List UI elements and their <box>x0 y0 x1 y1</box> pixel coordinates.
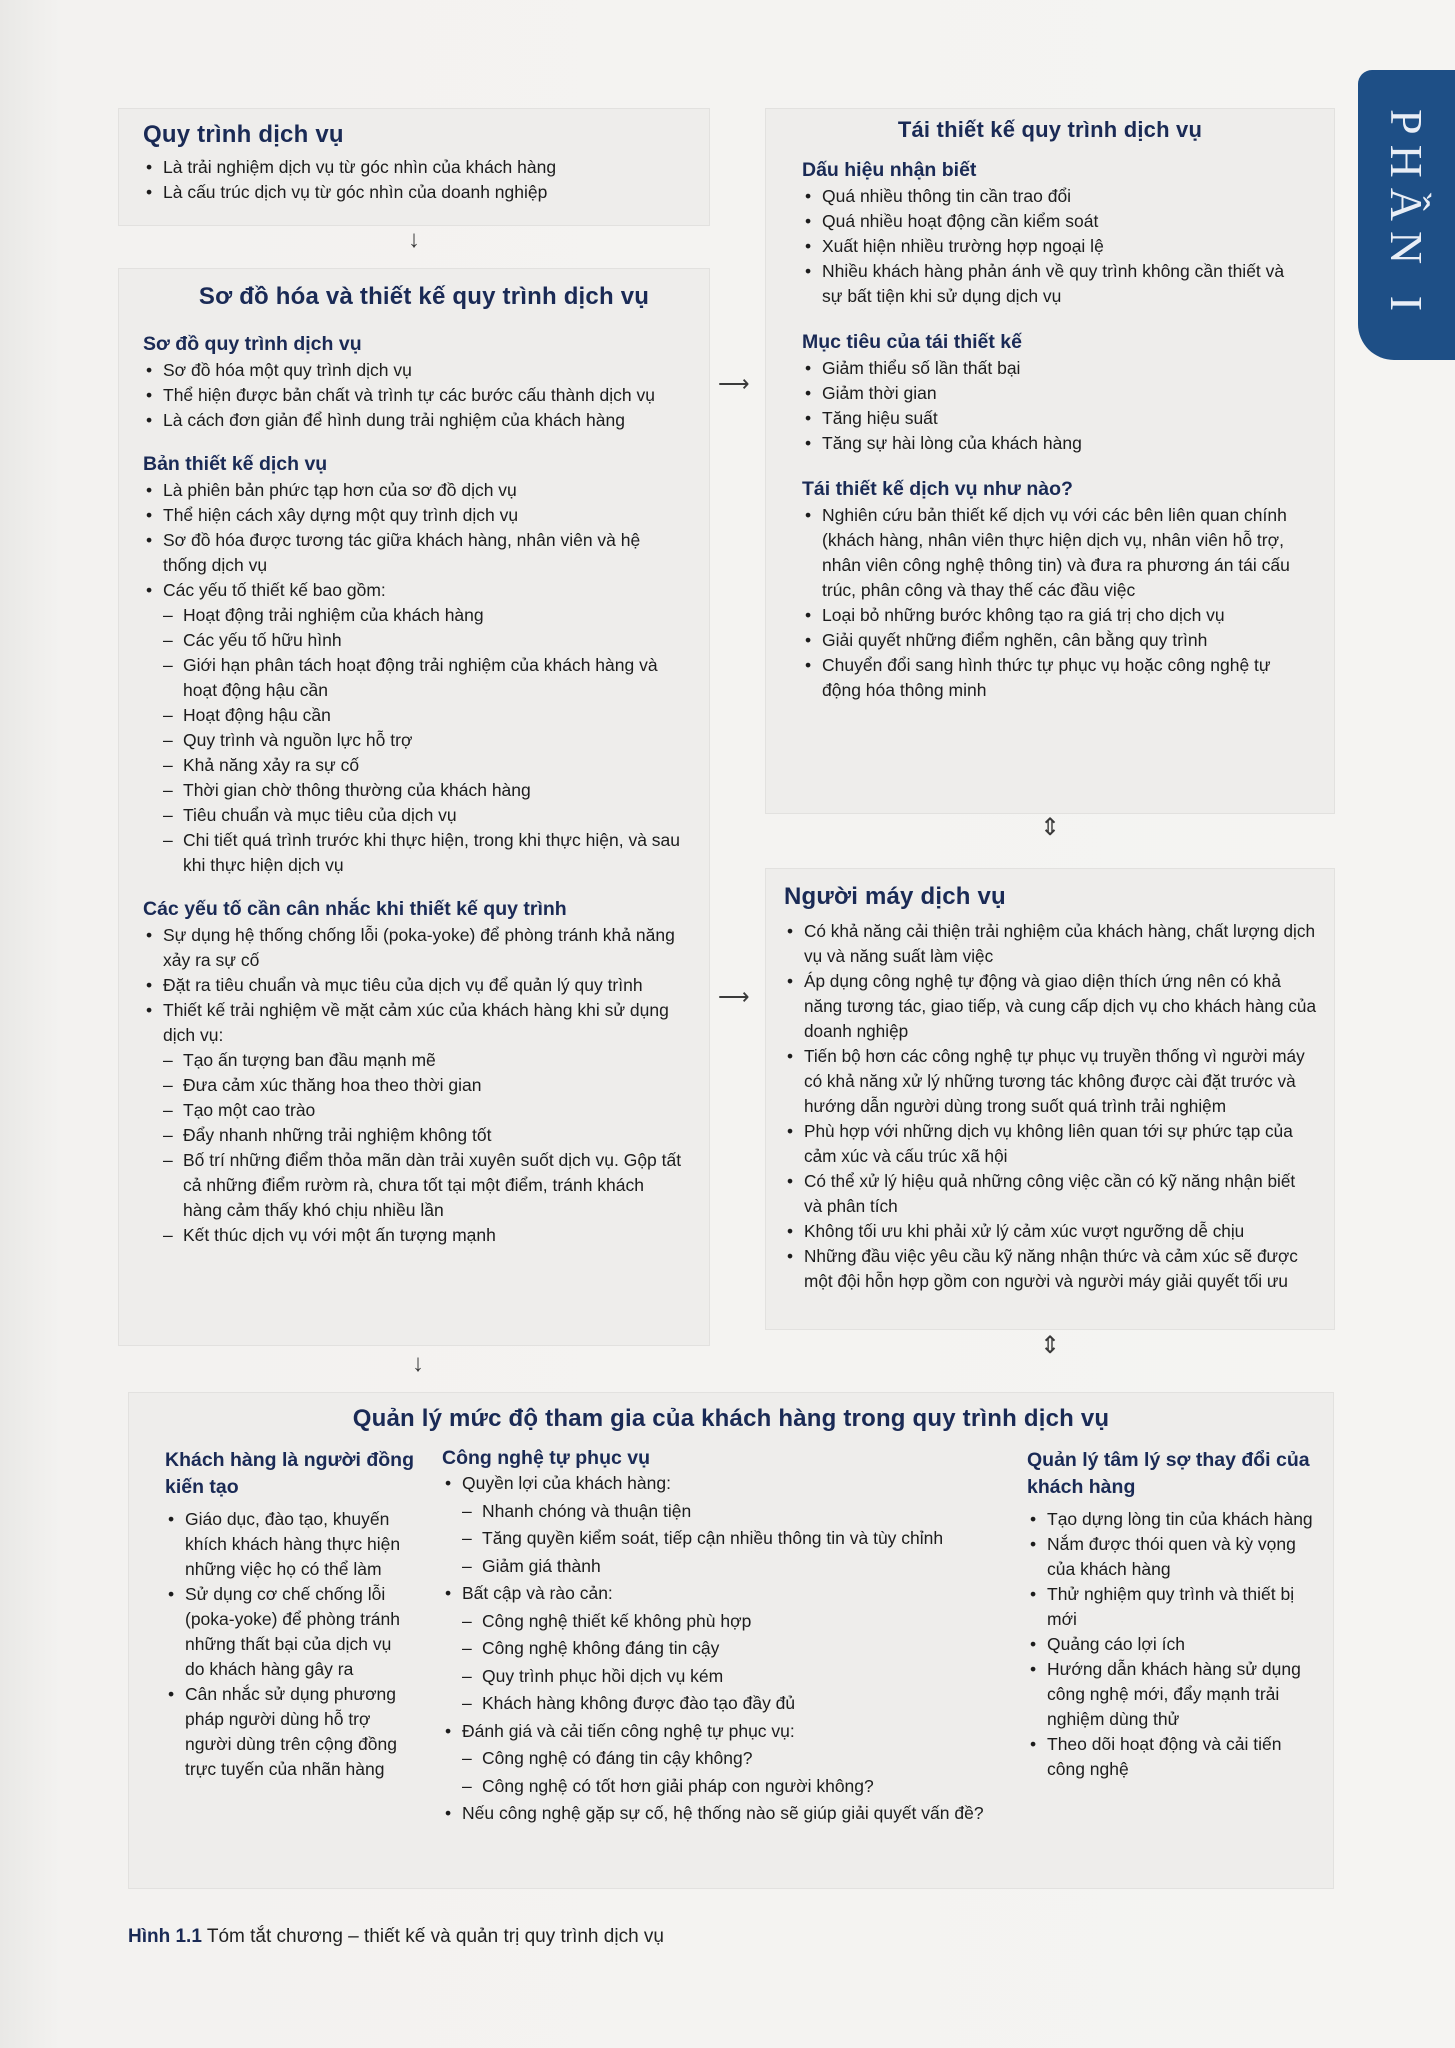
list-item <box>802 603 1298 628</box>
list-item-text: Giảm thiểu số lần thất bại <box>822 358 1021 378</box>
list-item-text: Bất cập và rào cản: <box>462 1583 613 1603</box>
arrow-updown-1: ⇕ <box>1040 814 1061 841</box>
list-item-text: Đánh giá và cải tiến công nghệ tự phục vụ: <box>462 1720 795 1741</box>
change-fear-item-text: Tạo dựng lòng tin của khách hàng <box>1047 1509 1313 1529</box>
customer-participation-box <box>128 1392 1334 1889</box>
change-fear-column <box>1027 1447 1317 1782</box>
robot-box-title: Người máy dịch vụ <box>784 883 1006 910</box>
sub-list <box>462 1745 1012 1800</box>
list-item-text: Sự dụng hệ thống chống lỗi (poka-yoke) để phòng tránh khả năng xảy ra sự cố <box>163 925 675 970</box>
arrow-right-1: ⟶ <box>718 371 750 396</box>
sub-list-item-text: Khách hàng không được đào tạo đầy đủ <box>482 1693 796 1713</box>
figure-label: Hình 1.1 <box>128 1926 202 1947</box>
section-heading: Mục tiêu của tái thiết kế <box>802 331 1022 353</box>
sub-list-item <box>163 803 685 828</box>
sub-list-item-text: Bố trí những điểm thỏa mãn dàn trải xuyên suốt dịch vụ. Gộp tất cả những điểm rườm rà, chưa tốt tại một điểm, tránh khách hàng cảm thấy khó chịu nhiều lần <box>183 1150 682 1220</box>
section-list <box>143 478 685 878</box>
sub-list-item-text: Thời gian chờ thông thường của khách hàng <box>183 780 531 800</box>
change-fear-item-text: Theo dõi hoạt động và cải tiến công nghệ <box>1047 1734 1282 1779</box>
list-item <box>802 406 1298 431</box>
sub-list-item-text: Quy trình phục hồi dịch vụ kém <box>482 1665 724 1686</box>
section-heading: Tái thiết kế dịch vụ như nào? <box>802 478 1073 500</box>
sub-list-item <box>163 1098 685 1123</box>
list-item <box>143 923 685 973</box>
list-item <box>143 503 685 528</box>
section-heading: Dấu hiệu nhận biết <box>802 159 977 181</box>
process-item-text: Là cấu trúc dịch vụ từ góc nhìn của doanh nghiệp <box>163 182 548 202</box>
robot-item <box>784 1119 1316 1169</box>
list-item <box>802 184 1298 209</box>
list-item-text: Đặt ra tiêu chuẩn và mục tiêu của dịch vụ để quản lý quy trình <box>163 975 643 995</box>
sub-list-item-text: Chi tiết quá trình trước khi thực hiện, trong khi thực hiện, và sau khi thực hiện dịch vụ <box>183 830 680 875</box>
robot-item-text: Không tối ưu khi phải xử lý cảm xúc vượt ngưỡng dễ chịu <box>804 1221 1245 1241</box>
self-service-heading: Công nghệ tự phục vụ <box>442 1447 651 1469</box>
sub-list-item-text: Giảm giá thành <box>482 1555 601 1576</box>
robot-list <box>784 919 1316 1294</box>
process-item <box>143 180 685 205</box>
change-fear-item <box>1027 1732 1317 1782</box>
sub-list-item-text: Kết thúc dịch vụ với một ấn tượng mạnh <box>183 1225 496 1245</box>
list-item-text: Tăng hiệu suất <box>822 408 938 428</box>
change-fear-item-text: Quảng cáo lợi ích <box>1047 1634 1185 1654</box>
list-item <box>802 628 1298 653</box>
sub-list-item-text: Tiêu chuẩn và mục tiêu của dịch vụ <box>183 805 457 825</box>
section <box>143 898 685 1248</box>
list-item-text: Nhiều khách hàng phản ánh về quy trình không cần thiết và sự bất tiện khi sử dụng dịch vụ <box>822 261 1285 306</box>
customer-participation-title: Quản lý mức độ tham gia của khách hàng trong quy trình dịch vụ <box>352 1405 1110 1432</box>
change-fear-item-text: Thử nghiệm quy trình và thiết bị mới <box>1047 1584 1295 1629</box>
list-item-text: Giải quyết những điểm nghẽn, cân bằng quy trình <box>822 630 1208 650</box>
sub-list-item <box>163 1123 685 1148</box>
list-item <box>802 259 1298 309</box>
list-item <box>442 1800 1012 1828</box>
sub-list-item-text: Công nghệ có đáng tin cậy không? <box>482 1748 753 1768</box>
redesign-sections <box>802 159 1298 703</box>
redesign-box <box>765 108 1335 814</box>
arrow-right-2: ⟶ <box>718 984 750 1009</box>
co-creator-item <box>165 1682 415 1782</box>
sub-list-item-text: Hoạt động trải nghiệm của khách hàng <box>183 605 484 625</box>
list-item-text: Tăng sự hài lòng của khách hàng <box>822 433 1082 453</box>
process-item-text: Là trải nghiệm dịch vụ từ góc nhìn của khách hàng <box>163 157 557 177</box>
co-creator-heading: Khách hàng là người đồng kiến tạo <box>165 1449 414 1498</box>
robot-item <box>784 1244 1316 1294</box>
co-creator-item-text: Giáo dục, đào tạo, khuyến khích khách hàng thực hiện những việc họ có thể làm <box>185 1509 401 1579</box>
robot-item <box>784 969 1316 1044</box>
sub-list-item <box>462 1635 1012 1663</box>
sub-list-item <box>163 653 685 703</box>
list-item <box>143 358 685 383</box>
sub-list-item-text: Công nghệ không đáng tin cậy <box>482 1638 720 1658</box>
list-item <box>802 234 1298 259</box>
list-item <box>143 973 685 998</box>
arrow-down-1: ↓ <box>408 226 420 253</box>
list-item-text: Nếu công nghệ gặp sự cố, hệ thống nào sẽ giúp giải quyết vấn đề? <box>462 1803 984 1823</box>
self-service-column <box>442 1447 1012 1828</box>
co-creator-item <box>165 1582 415 1682</box>
section-heading: Sơ đồ quy trình dịch vụ <box>143 333 362 355</box>
mapping-box-title: Sơ đồ hóa và thiết kế quy trình dịch vụ <box>198 283 650 310</box>
sub-list <box>462 1608 1012 1718</box>
section-list <box>143 358 685 433</box>
redesign-box-title: Tái thiết kế quy trình dịch vụ <box>897 117 1203 142</box>
section <box>802 331 1298 456</box>
change-fear-heading: Quản lý tâm lý sợ thay đổi của khách hàng <box>1027 1449 1310 1498</box>
list-item <box>802 431 1298 456</box>
list-item-text: Là phiên bản phức tạp hơn của sơ đồ dịch vụ <box>163 480 517 500</box>
robot-item-text: Có khả năng cải thiện trải nghiệm của khách hàng, chất lượng dịch vụ và năng suất làm việc <box>804 921 1316 966</box>
change-fear-item <box>1027 1532 1317 1582</box>
list-item <box>143 578 685 878</box>
mapping-sections <box>143 333 685 1248</box>
sub-list-item-text: Khả năng xảy ra sự cố <box>183 755 360 775</box>
robot-item <box>784 919 1316 969</box>
sub-list-item <box>462 1608 1012 1636</box>
process-item <box>143 155 685 180</box>
sub-list-item <box>462 1690 1012 1718</box>
list-item-text: Thể hiện cách xây dựng một quy trình dịch vụ <box>163 505 519 525</box>
list-item-text: Thiết kế trải nghiệm về mặt cảm xúc của khách hàng khi sử dụng dịch vụ: <box>163 1000 669 1045</box>
section-list <box>802 356 1298 456</box>
co-creator-list <box>165 1507 415 1782</box>
figure-caption <box>128 1926 664 1948</box>
sub-list-item-text: Giới hạn phân tách hoạt động trải nghiệm của khách hàng và hoạt động hậu cần <box>183 655 658 700</box>
list-item <box>802 381 1298 406</box>
sub-list-item-text: Đưa cảm xúc thăng hoa theo thời gian <box>183 1075 482 1095</box>
sub-list <box>163 603 685 878</box>
list-item <box>802 653 1298 703</box>
robot-item-text: Có thể xử lý hiệu quả những công việc cần có kỹ năng nhận biết và phân tích <box>804 1171 1296 1216</box>
process-box <box>118 108 710 226</box>
list-item-text: Giảm thời gian <box>822 383 937 403</box>
arrow-updown-2: ⇕ <box>1040 1332 1061 1359</box>
list-item <box>442 1718 1012 1801</box>
sub-list-item-text: Các yếu tố hữu hình <box>183 630 342 650</box>
section-tab-label: PHẦN I <box>1381 108 1432 322</box>
robot-item-text: Áp dụng công nghệ tự động và giao diện thích ứng nên có khả năng tương tác, giao tiếp, và cung cấp dịch vụ cho khách hàng của doanh nghiệp <box>804 971 1317 1041</box>
figure-caption-text: Tóm tắt chương – thiết kế và quản trị quy trình dịch vụ <box>206 1926 664 1947</box>
list-item-text: Là cách đơn giản để hình dung trải nghiệm của khách hàng <box>163 410 625 430</box>
robot-item-text: Tiến bộ hơn các công nghệ tự phục vụ truyền thống vì người máy có khả năng xử lý những tương tác không được cài đặt trước và hướng dẫn người dùng trong suốt quá trình trải nghiệm <box>804 1046 1305 1116</box>
list-item-text: Nghiên cứu bản thiết kế dịch vụ với các bên liên quan chính (khách hàng, nhân viên thực hiện dịch vụ, nhân viên hỗ trợ, nhân viên công nghệ thông tin) và đưa ra phương án tái cấu trúc, phân công và thay thế các đầu việc <box>822 505 1290 600</box>
list-item <box>442 1470 1012 1580</box>
section-heading: Bản thiết kế dịch vụ <box>143 453 328 475</box>
change-fear-item <box>1027 1507 1317 1532</box>
list-item-text: Các yếu tố thiết kế bao gồm: <box>163 580 386 600</box>
mapping-box <box>118 268 710 1346</box>
sub-list-item <box>462 1498 1012 1526</box>
sub-list-item <box>163 778 685 803</box>
list-item <box>442 1580 1012 1718</box>
list-item-text: Chuyển đổi sang hình thức tự phục vụ hoặc công nghệ tự động hóa thông minh <box>822 655 1271 700</box>
sub-list-item-text: Tạo ấn tượng ban đầu mạnh mẽ <box>183 1050 436 1070</box>
list-item <box>802 356 1298 381</box>
co-creator-item-text: Sử dụng cơ chế chống lỗi (poka-yoke) để phòng tránh những thất bại của dịch vụ do khách hàng gây ra <box>185 1584 400 1679</box>
sub-list-item <box>163 628 685 653</box>
list-item-text: Thể hiện được bản chất và trình tự các bước cấu thành dịch vụ <box>163 385 655 405</box>
change-fear-item <box>1027 1582 1317 1632</box>
change-fear-list <box>1027 1507 1317 1782</box>
list-item <box>802 503 1298 603</box>
list-item-text: Sơ đồ hóa được tương tác giữa khách hàng, nhân viên và hệ thống dịch vụ <box>163 530 641 575</box>
sub-list-item-text: Nhanh chóng và thuận tiện <box>482 1500 692 1521</box>
list-item-text: Quá nhiều thông tin cần trao đổi <box>822 186 1072 206</box>
robot-item <box>784 1044 1316 1119</box>
self-service-list <box>442 1470 1012 1828</box>
robot-box <box>765 868 1335 1330</box>
sub-list-item <box>163 1223 685 1248</box>
arrow-down-2: ↓ <box>412 1350 424 1377</box>
sub-list-item <box>462 1745 1012 1773</box>
co-creator-item-text: Cân nhắc sử dụng phương pháp người dùng hỗ trợ người dùng trên cộng đồng trực tuyến của nhãn hàng <box>185 1684 397 1779</box>
section-list <box>143 923 685 1248</box>
robot-item-text: Những đầu việc yêu cầu kỹ năng nhận thức và cảm xúc sẽ được một đội hỗn hợp gồm con người và người máy giải quyết tối ưu <box>804 1246 1298 1291</box>
change-fear-item-text: Hướng dẫn khách hàng sử dụng công nghệ mới, đẩy mạnh trải nghiệm dùng thử <box>1047 1659 1301 1729</box>
sub-list-item <box>163 603 685 628</box>
sub-list-item-text: Tạo một cao trào <box>183 1100 316 1120</box>
change-fear-item <box>1027 1632 1317 1657</box>
section-list <box>802 503 1298 703</box>
section <box>802 478 1298 703</box>
list-item <box>143 528 685 578</box>
list-item <box>143 478 685 503</box>
co-creator-item <box>165 1507 415 1582</box>
list-item-text: Quyền lợi của khách hàng: <box>462 1473 671 1493</box>
sub-list-item <box>163 1073 685 1098</box>
list-item-text: Loại bỏ những bước không tạo ra giá trị cho dịch vụ <box>822 605 1225 625</box>
list-item <box>802 209 1298 234</box>
process-box-title: Quy trình dịch vụ <box>143 121 344 148</box>
list-item-text: Xuất hiện nhiều trường hợp ngoại lệ <box>822 236 1104 256</box>
section-heading: Các yếu tố cần cân nhắc khi thiết kế quy trình <box>143 898 567 920</box>
sub-list-item-text: Công nghệ có tốt hơn giải pháp con người không? <box>482 1775 874 1796</box>
robot-item-text: Phù hợp với những dịch vụ không liên quan tới sự phức tạp của cảm xúc và cấu trúc xã hội <box>804 1121 1293 1166</box>
list-item <box>143 383 685 408</box>
sub-list-item <box>163 703 685 728</box>
change-fear-item <box>1027 1657 1317 1732</box>
sub-list-item <box>163 728 685 753</box>
sub-list-item <box>462 1525 1012 1553</box>
list-item-text: Quá nhiều hoạt động cần kiểm soát <box>822 211 1099 231</box>
sub-list <box>462 1498 1012 1581</box>
sub-list-item <box>163 828 685 878</box>
sub-list-item-text: Công nghệ thiết kế không phù hợp <box>482 1610 752 1631</box>
sub-list-item-text: Đẩy nhanh những trải nghiệm không tốt <box>183 1125 492 1145</box>
list-item <box>143 998 685 1248</box>
sub-list-item <box>462 1553 1012 1581</box>
co-creator-column <box>165 1447 415 1782</box>
robot-item <box>784 1219 1316 1244</box>
process-list <box>143 155 685 205</box>
section <box>143 333 685 433</box>
sub-list-item-text: Quy trình và nguồn lực hỗ trợ <box>183 730 413 750</box>
section-list <box>802 184 1298 309</box>
list-item <box>143 408 685 433</box>
sub-list-item <box>163 1148 685 1223</box>
section <box>143 453 685 878</box>
sub-list-item <box>163 753 685 778</box>
sub-list-item <box>163 1048 685 1073</box>
list-item-text: Sơ đồ hóa một quy trình dịch vụ <box>163 360 412 380</box>
section <box>802 159 1298 309</box>
sub-list <box>163 1048 685 1248</box>
sub-list-item <box>462 1773 1012 1801</box>
robot-item <box>784 1169 1316 1219</box>
sub-list-item-text: Tăng quyền kiểm soát, tiếp cận nhiều thông tin và tùy chỉnh <box>482 1528 944 1548</box>
sub-list-item-text: Hoạt động hậu cần <box>183 705 331 725</box>
sub-list-item <box>462 1663 1012 1691</box>
change-fear-item-text: Nắm được thói quen và kỳ vọng của khách hàng <box>1047 1534 1296 1579</box>
